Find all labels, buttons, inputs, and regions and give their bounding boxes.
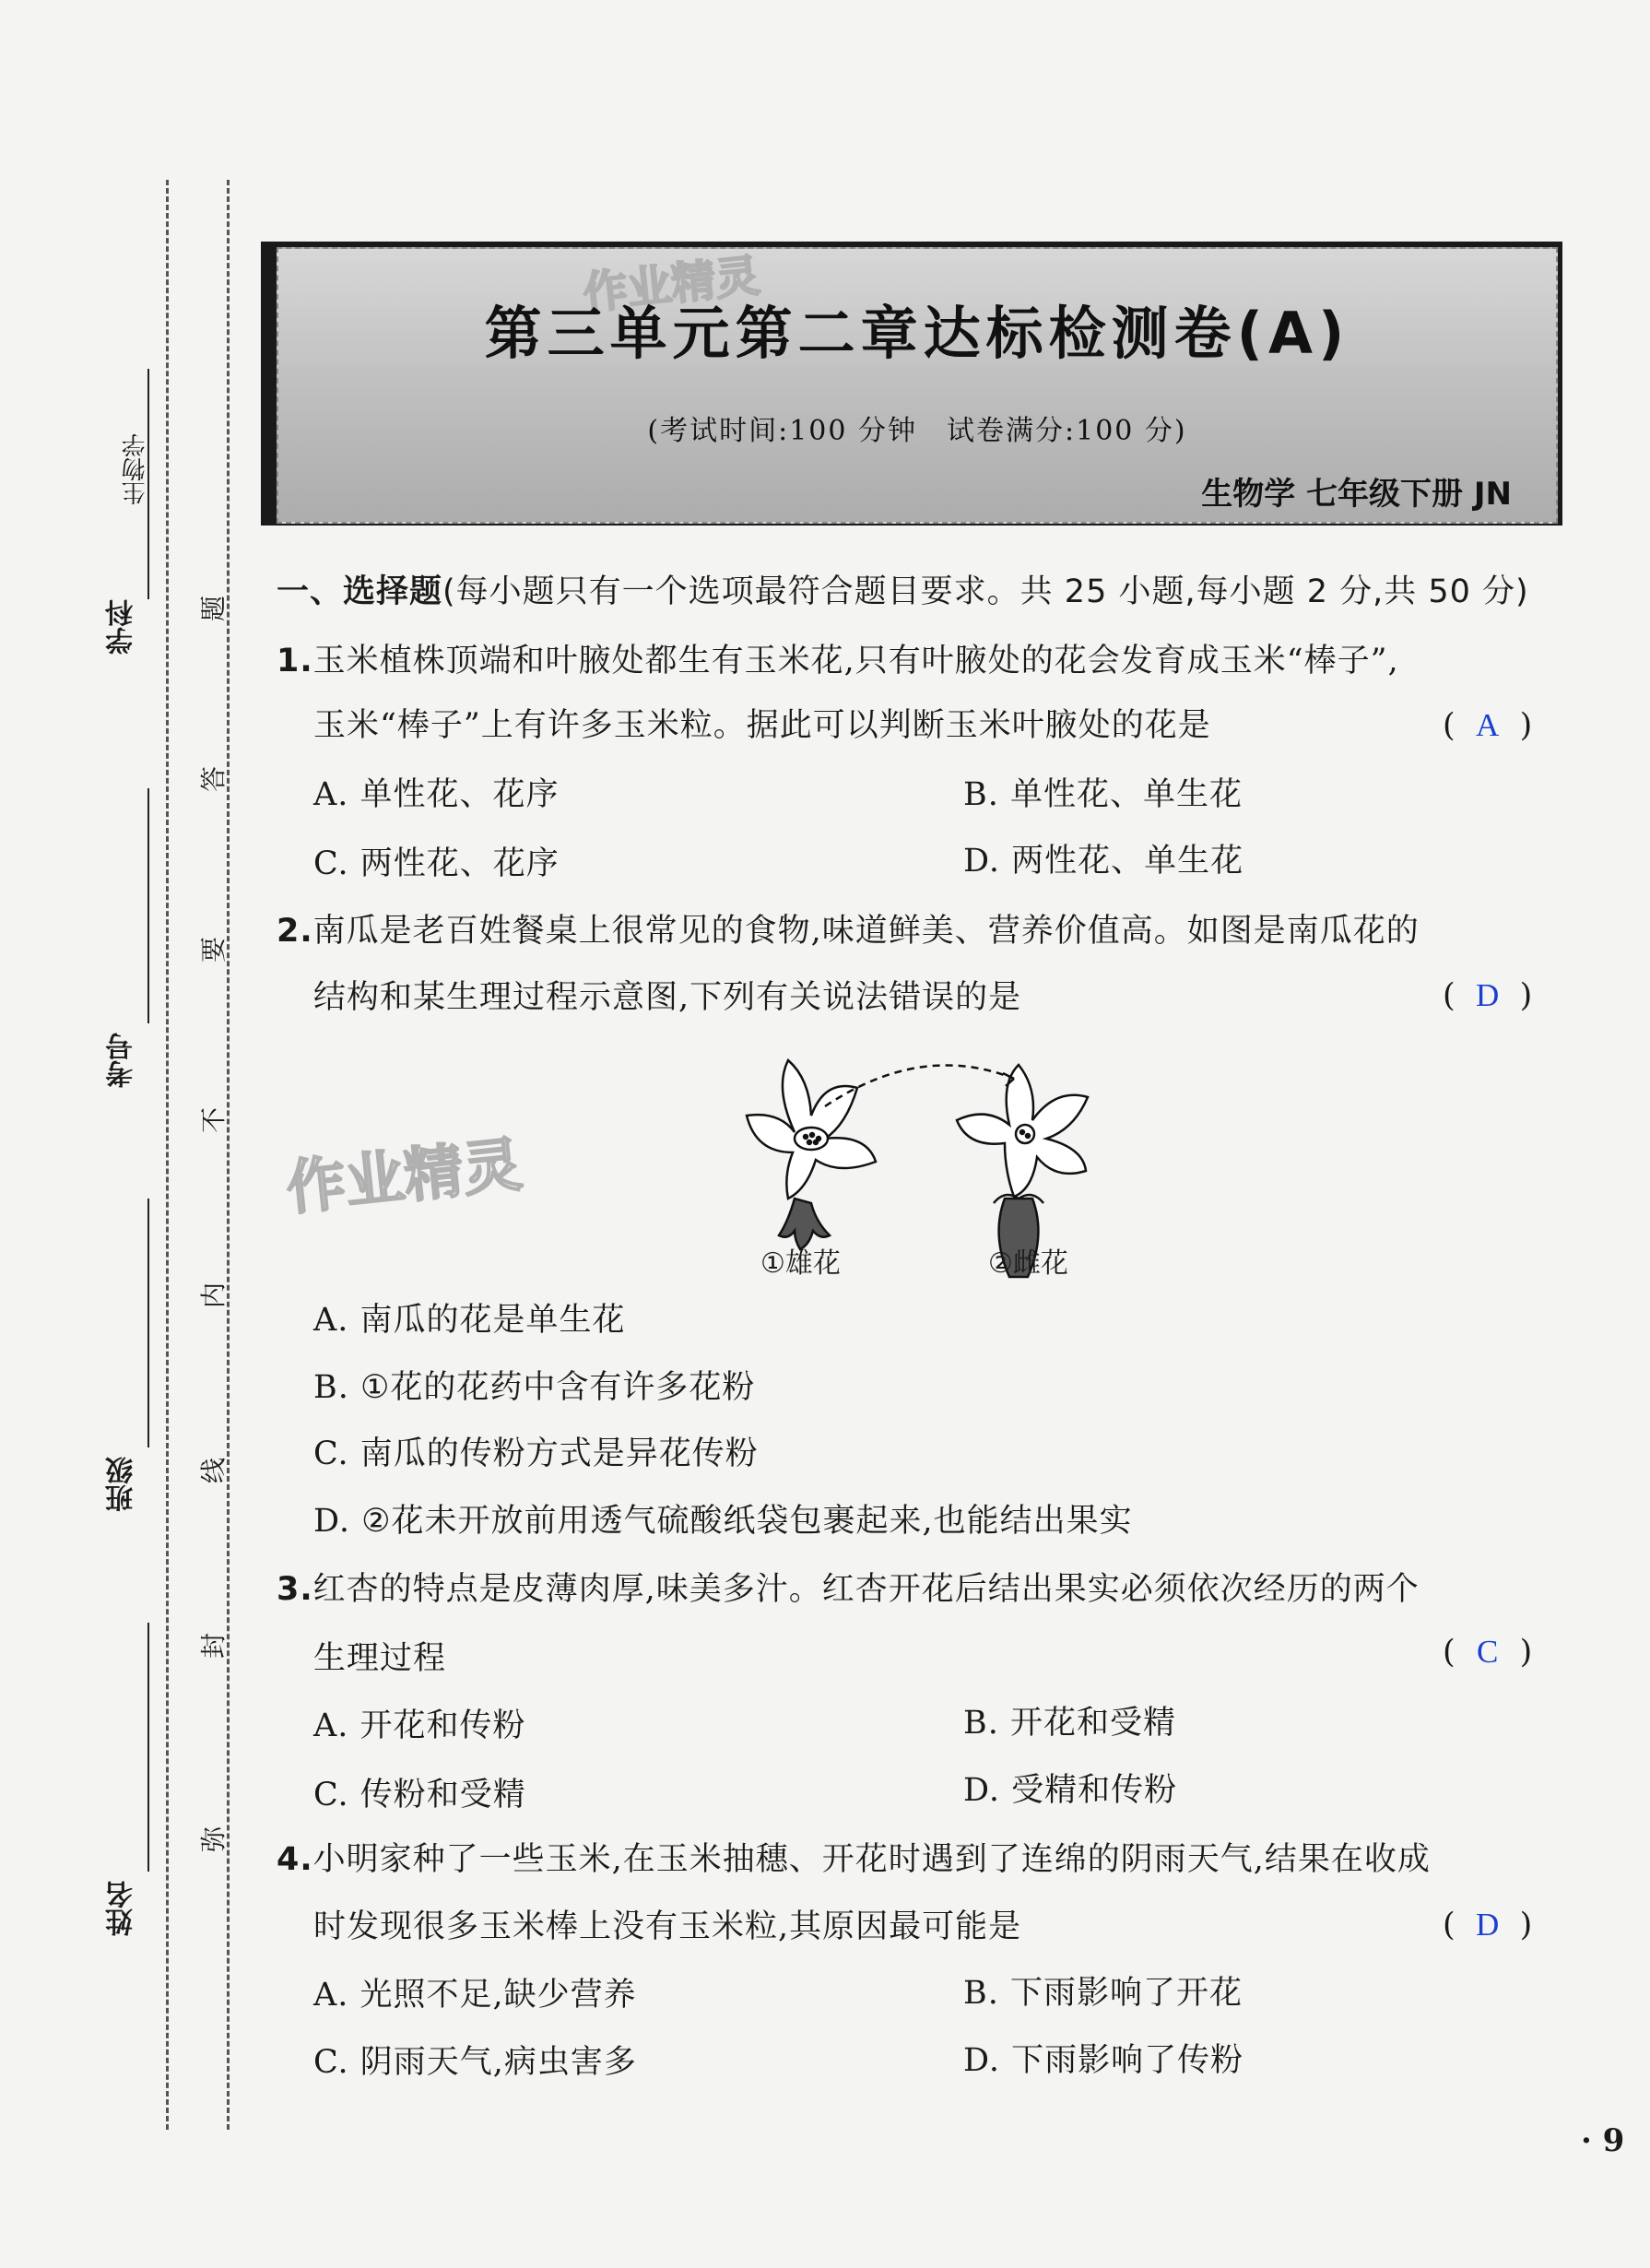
option: B. ①花的花药中含有许多花粉 — [313, 1369, 756, 1406]
subject-value: 生物学 — [122, 433, 149, 505]
watermark: 作业精灵 — [581, 250, 762, 320]
option: C. 两性花、花序 — [313, 845, 560, 882]
option: D. 下雨影响了传粉 — [963, 2042, 1244, 2079]
question-text: 小明家种了一些玉米,在玉米抽穗、开花时遇到了连绵的阴雨天气,结果在收成 — [312, 1841, 1431, 1878]
question-line: 玉米“棒子”上有许多玉米粒。据此可以判断玉米叶腋处的花是 — [313, 707, 1211, 744]
figure-caption-female: ②雌花 — [988, 1247, 1068, 1280]
seal-char: 要 — [198, 937, 229, 963]
question-line — [277, 1839, 1431, 1880]
question-line: 生理过程 — [313, 1640, 447, 1677]
question-text: 红杏的特点是皮薄肉厚,味美多汁。红杏开花后结出果实必须依次经历的两个 — [312, 1571, 1420, 1608]
answer: D — [1476, 977, 1500, 1013]
seal-char: 不 — [198, 1107, 229, 1134]
name-label: 姓名 — [106, 1881, 138, 1936]
option: B. 下雨影响了开花 — [963, 1975, 1243, 2012]
option: A. 单性花、花序 — [313, 776, 560, 813]
question-line — [277, 1569, 1420, 1610]
question-number: 1. — [277, 643, 313, 679]
answer: D — [1476, 1907, 1500, 1943]
question-number: 2. — [277, 913, 313, 950]
question-number: 4. — [277, 1841, 313, 1878]
seal-char: 答 — [198, 766, 229, 793]
option: D. 两性花、单生花 — [963, 843, 1244, 880]
option: B. 开花和受精 — [963, 1705, 1176, 1742]
seal-char: 题 — [198, 596, 229, 622]
book-info: 生物学 七年级下册 JN — [1201, 476, 1512, 513]
watermark: 作业精灵 — [283, 1130, 525, 1224]
option: A. 开花和传粉 — [313, 1707, 526, 1744]
option: C. 阴雨天气,病虫害多 — [313, 2044, 637, 2081]
question-text: 玉米植株顶端和叶腋处都生有玉米花,只有叶腋处的花会发育成玉米“棒子”, — [312, 643, 1399, 679]
exam-no-fill-line[interactable] — [147, 788, 149, 1023]
answer-bracket: ( D ) — [1443, 1907, 1533, 1943]
question-line — [277, 911, 1420, 951]
subject-label: 学科 — [106, 599, 138, 655]
seal-char: 弥 — [198, 1826, 229, 1853]
class-fill-line[interactable] — [147, 1199, 149, 1447]
seal-char: 内 — [198, 1282, 229, 1309]
question-line: 时发现很多玉米棒上没有玉米粒,其原因最可能是 — [313, 1908, 1022, 1945]
option: C. 传粉和受精 — [313, 1777, 526, 1813]
page-number: · 9 — [1581, 2122, 1625, 2159]
option: A. 光照不足,缺少营养 — [313, 1977, 637, 2014]
exam-info: (考试时间:100 分钟 试卷满分:100 分) — [647, 415, 1187, 447]
answer: A — [1476, 707, 1500, 743]
title-banner — [277, 247, 1558, 524]
section-note: (每小题只有一个选项最符合题目要求。共 25 小题,每小题 2 分,共 50 分) — [442, 573, 1529, 610]
question-text: 南瓜是老百姓餐桌上很常见的食物,味道鲜美、营养价值高。如图是南瓜花的 — [312, 913, 1420, 950]
figure-caption-male: ①雄花 — [760, 1247, 841, 1280]
seal-char: 线 — [198, 1458, 229, 1484]
question-number: 3. — [277, 1571, 313, 1608]
page-title: 第三单元第二章达标检测卷(A) — [484, 300, 1350, 367]
seal-char: 封 — [198, 1633, 229, 1660]
option: B. 单性花、单生花 — [963, 776, 1243, 813]
name-fill-line[interactable] — [147, 1623, 149, 1872]
option: A. 南瓜的花是单生花 — [313, 1302, 626, 1339]
answer: C — [1476, 1634, 1499, 1670]
option: C. 南瓜的传粉方式是异花传粉 — [313, 1435, 759, 1472]
option: D. 受精和传粉 — [963, 1772, 1178, 1809]
section-label: 一、选择题 — [277, 573, 443, 610]
option: D. ②花未开放前用透气硫酸纸袋包裹起来,也能结出果实 — [313, 1503, 1133, 1540]
binding-dash-line-outer — [166, 180, 169, 2130]
question-line — [277, 641, 1399, 681]
answer-bracket: ( A ) — [1443, 707, 1533, 744]
section-header — [277, 572, 1529, 612]
question-line: 结构和某生理过程示意图,下列有关说法错误的是 — [313, 979, 1022, 1016]
answer-bracket: ( C ) — [1443, 1634, 1533, 1671]
exam-no-label: 考号 — [106, 1033, 138, 1088]
answer-bracket: ( D ) — [1443, 977, 1533, 1014]
male-flower — [747, 1060, 876, 1249]
class-label: 班级 — [106, 1457, 138, 1512]
